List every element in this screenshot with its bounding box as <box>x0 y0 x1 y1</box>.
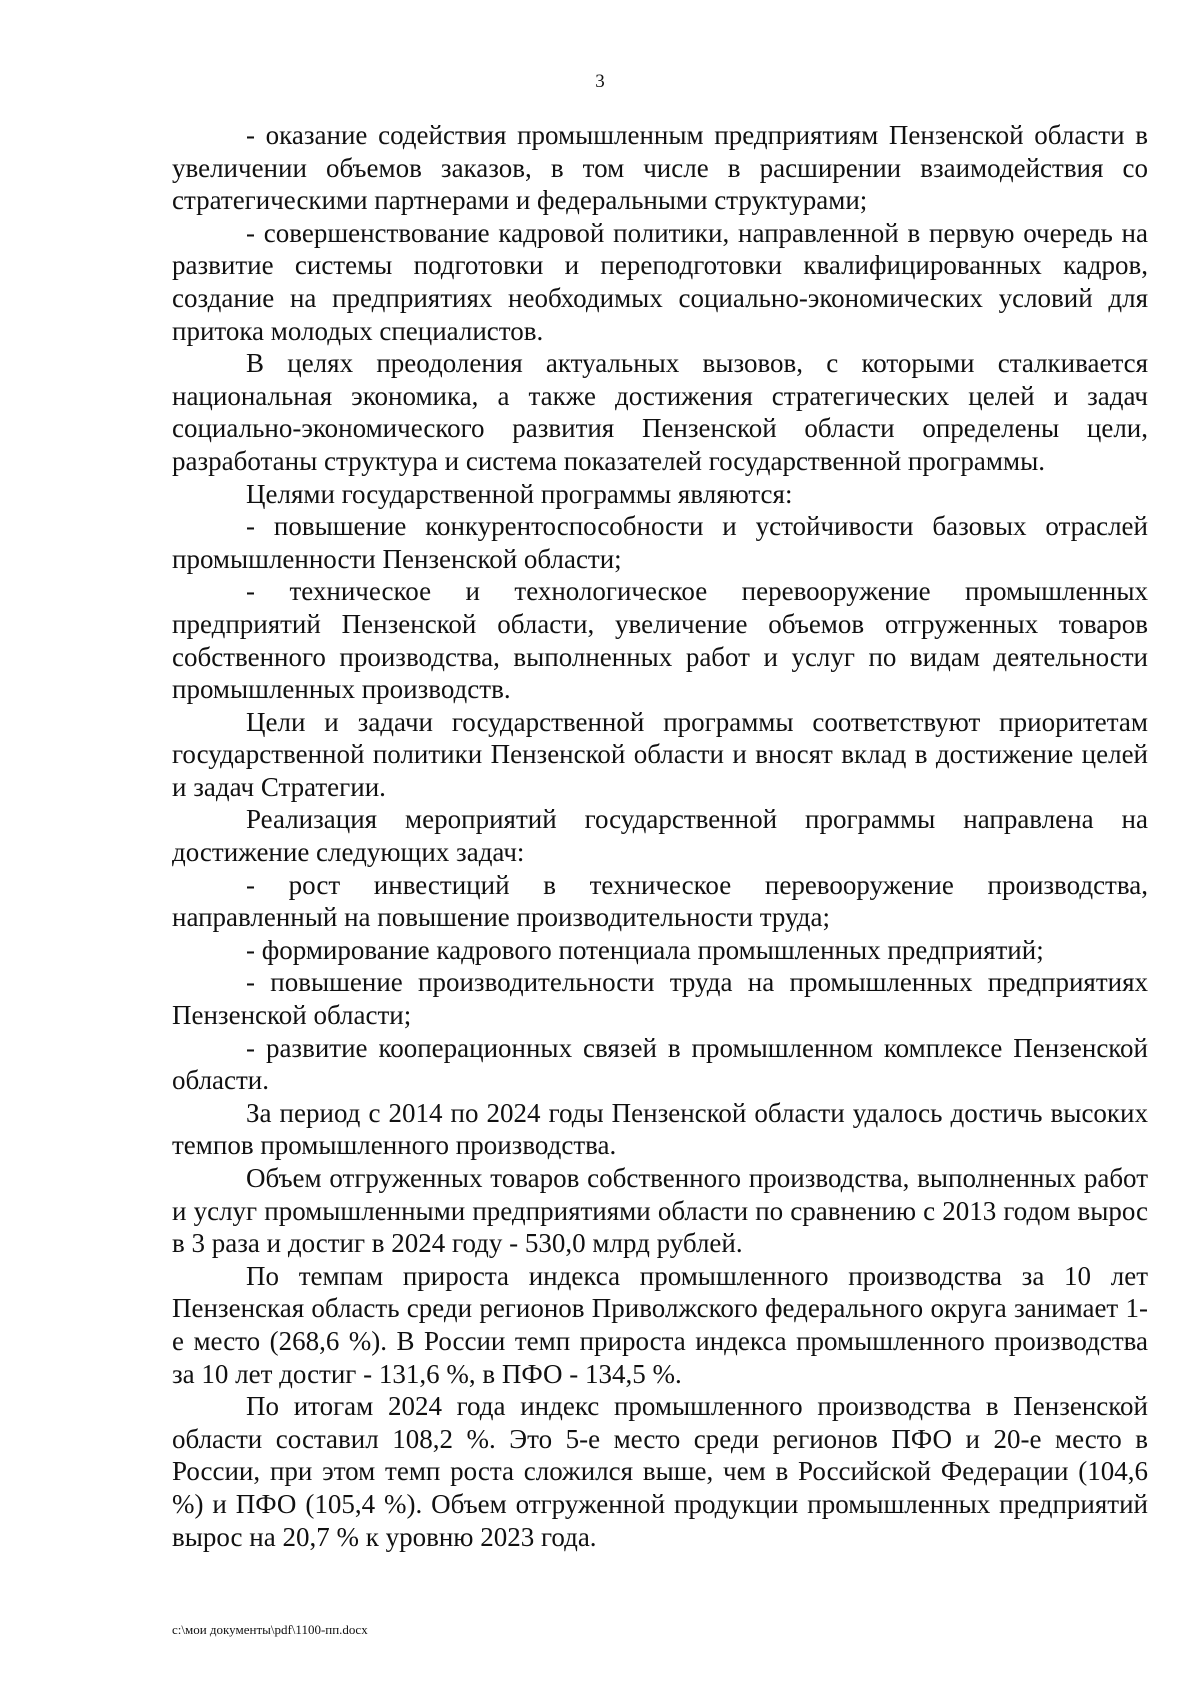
paragraph-priorities: Цели и задачи государственной программы соответствуют приоритетам государственной политики Пензенской области и вносят вклад в достижение целей и задач Стратегии. <box>172 706 1148 802</box>
paragraph-task-cooperation: - развитие кооперационных связей в промышленном комплексе Пензенской области. <box>172 1032 1148 1096</box>
paragraph-task-personnel: - формирование кадрового потенциала промышленных предприятий; <box>246 934 1044 965</box>
paragraph-task-productivity: - повышение производительности труда на промышленных предприятиях Пензенской области; <box>172 967 1148 1031</box>
paragraph-goal-rearmament: - техническое и технологическое перевооружение промышленных предприятий Пензенской области, увеличение объемов отгруженных товаров собственного производства, выполненных работ и услуг по видам деятельности промышленных производств. <box>172 576 1148 705</box>
paragraph-task-investment: - рост инвестиций в техническое перевооружение производства, направленный на повышение производительности труда; <box>172 869 1148 933</box>
paragraph-goal-competitiveness: - повышение конкурентоспособности и устойчивости базовых отраслей промышленности Пензенской области; <box>172 511 1148 574</box>
paragraph-challenges: В целях преодоления актуальных вызовов, с которыми сталкивается национальная экономика, а также достижения стратегических целей и задач социально-экономического развития Пензенской области определены цели, разработаны структура и система показателей государственной программы. <box>172 348 1148 476</box>
paragraph-2024-results: По итогам 2024 года индекс промышленного производства в Пензенской области составил 108,2 %. Это 5-е место среди регионов ПФО и 20-е место в России, при этом темп роста сложился выше, чем в Российской Федерации (104,6 %) и ПФО (105,4 %). Объем отгруженной продукции промышленных предприятий вырос на 20,7 % к уровню 2023 года. <box>172 1391 1148 1552</box>
paragraph-shipment-volume: Объем отгруженных товаров собственного производства, выполненных работ и услуг промышленными предприятиями области по сравнению с 2013 годом вырос в 3 раза и достиг в 2024 году - 530,0 млрд рублей. <box>172 1163 1148 1259</box>
document-body <box>172 119 1148 1553</box>
paragraph-tasks-intro: Реализация мероприятий государственной программы направлена на достижение следующих задач: <box>172 804 1148 868</box>
paragraph-period-results: За период с 2014 по 2024 годы Пензенской области удалось достичь высоких темпов промышленного производства. <box>172 1097 1148 1161</box>
footer-file-path: c:\мои документы\pdf\1100-пп.docx <box>172 1622 368 1637</box>
paragraph-bullet-personnel-policy: - совершенствование кадровой политики, направленной в первую очередь на развитие системы подготовки и переподготовки квалифицированных кадров, создание на предприятиях необходимых социально-экономических условий для притока молодых специалистов. <box>172 217 1148 346</box>
paragraph-goals-intro: Целями государственной программы являются: <box>246 478 793 509</box>
paragraph-growth-rates: По темпам прироста индекса промышленного производства за 10 лет Пензенская область среди регионов Приволжского федерального округа занимает 1-е место (268,6 %). В России темп прироста индекса промышленного производства за 10 лет достиг - 131,6 %, в ПФО - 134,5 %. <box>172 1260 1148 1389</box>
page-number: 3 <box>595 71 605 92</box>
paragraph-bullet-assistance: - оказание содействия промышленным предприятиям Пензенской области в увеличении объемов заказов, в том числе в расширении взаимодействия со стратегическими партнерами и федеральными структурами; <box>172 120 1148 216</box>
